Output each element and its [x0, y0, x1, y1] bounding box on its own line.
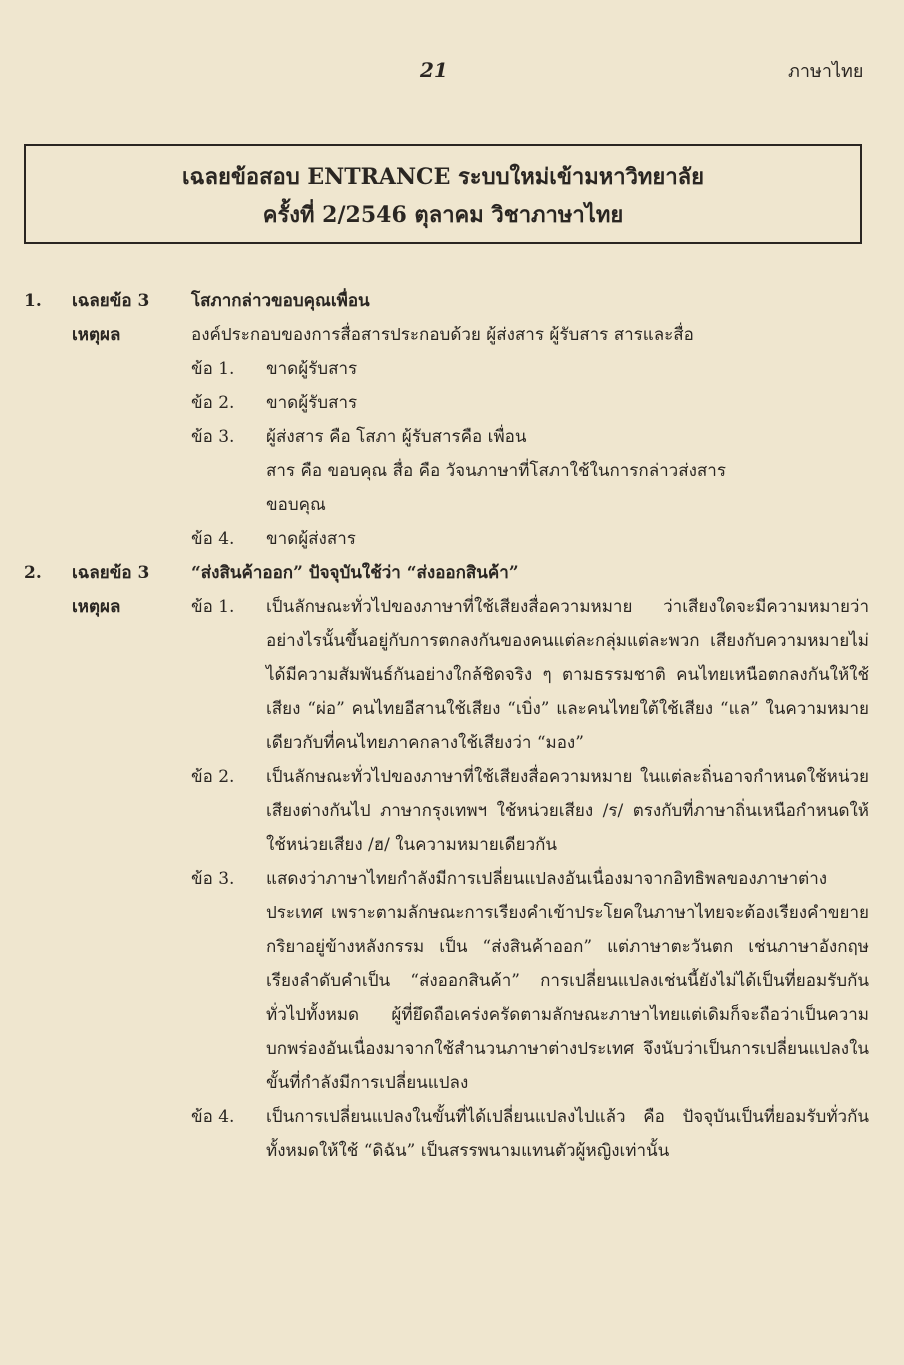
q2-number: 2.: [24, 563, 42, 583]
q1-choice-4-label: ข้อ 4.: [191, 529, 235, 549]
q1-answer-label: เฉลยข้อ 3: [72, 291, 150, 311]
q1-choice-3: [191, 420, 869, 454]
q1-reason-row: [24, 318, 869, 352]
q2-answer-text: “ส่งสินค้าออก” ปัจจุบันใช้ว่า “ส่งออกสินค้า”: [191, 563, 519, 583]
title-line-2: ครั้งที่ 2/2546 ตุลาคม วิชาภาษาไทย: [262, 202, 624, 228]
q1-choice-4-text: ขาดผู้ส่งสาร: [266, 529, 356, 549]
q2-choice-2-text: เป็นลักษณะทั่วไปของภาษาที่ใช้เสียงสื่อความหมาย ในแต่ละถิ่นอาจกำหนดใช้หน่วยเสียงต่างกันไป ภาษากรุงเทพฯ ใช้หน่วยเสียง /ร/ ตรงกับที่ภาษาถิ่นเหนือกำหนดให้ใช้หน่วยเสียง /ฮ/ ในความหมายเดียวกัน: [266, 767, 869, 855]
q1-choice-2-text: ขาดผู้รับสาร: [266, 393, 358, 413]
q1-choice-1-text: ขาดผู้รับสาร: [266, 359, 358, 379]
q2-choice-3-text: แสดงว่าภาษาไทยกำลังมีการเปลี่ยนแปลงอันเนื่องมาจากอิทธิพลของภาษาต่างประเทศ เพราะตามลักษณะการเรียงคำเข้าประโยคในภาษาไทยจะต้องเรียงคำขยายกริยาอยู่ข้างหลังกรรม เป็น “ส่งสินค้าออก” แต่ภาษาตะวันตก เช่นภาษาอังกฤษ เรียงลำดับคำเป็น “ส่งออกสินค้า” การเปลี่ยนแปลงเช่นนี้ยังไม่ได้เป็นที่ยอมรับกันทั่วไปทั้งหมด ผู้ที่ยึดถือเคร่งครัดตามลักษณะภาษาไทยแต่เดิมก็จะถือว่าเป็นความบกพร่องอันเนื่องมาจากใช้สำนวนภาษาต่างประเทศ จึงนับว่าเป็นการเปลี่ยนแปลงในขั้นที่กำลังมีการเปลี่ยนแปลง: [266, 869, 869, 1093]
q1-choice-3-extra-1: สาร คือ ขอบคุณ สื่อ คือ วัจนภาษาที่โสภาใช้ในการกล่าวส่งสาร: [266, 461, 726, 481]
title-line-1: เฉลยข้อสอบ ENTRANCE ระบบใหม่เข้ามหาวิทยาลัย: [181, 164, 705, 190]
q2-choice-4-label: ข้อ 4.: [191, 1107, 235, 1127]
q2-reason-label: เหตุผล: [72, 597, 121, 617]
q2-answer-label: เฉลยข้อ 3: [72, 563, 150, 583]
q1-choice-1-label: ข้อ 1.: [191, 359, 235, 379]
q2-choice-4-text: เป็นการเปลี่ยนแปลงในขั้นที่ได้เปลี่ยนแปลงไปแล้ว คือ ปัจจุบันเป็นที่ยอมรับทั่วกันทั้งหมดให้ใช้ “ดิฉัน” เป็นสรรพนามแทนตัวผู้หญิงเท่านั้น: [266, 1107, 869, 1161]
q1-answer-text: โสภากล่าวขอบคุณเพื่อน: [191, 291, 370, 311]
q1-reason-text: องค์ประกอบของการสื่อสารประกอบด้วย ผู้ส่งสาร ผู้รับสาร สารและสื่อ: [191, 325, 694, 345]
q2-choice-1-text: เป็นลักษณะทั่วไปของภาษาที่ใช้เสียงสื่อความหมาย ว่าเสียงใดจะมีความหมายว่าอย่างไรนั้นขึ้นอยู่กับการตกลงกันของคนแต่ละกลุ่มแต่ละพวก เสียงกับความหมายไม่ได้มีความสัมพันธ์กันอย่างใกล้ชิดจริง ๆ ตามธรรมชาติ คนไทยเหนือตกลงกันให้ใช้เสียง “ผ่อ” คนไทยอีสานใช้เสียง “เบิ่ง” และคนไทยใต้ใช้เสียง “แล” ในความหมายเดียวกับที่คนไทยภาคกลางใช้เสียงว่า “มอง”: [266, 597, 869, 753]
q2-answer-row: [24, 556, 869, 590]
q1-choice-3-text: ผู้ส่งสาร คือ โสภา ผู้รับสารคือ เพื่อน: [266, 427, 527, 447]
page-number: 21: [420, 58, 448, 82]
q1-choice-3-label: ข้อ 3.: [191, 427, 235, 447]
title-box: [24, 144, 862, 244]
q2-choice-1-label: ข้อ 1.: [191, 597, 235, 617]
q1-reason-label: เหตุผล: [72, 325, 121, 345]
q1-choice-2: [191, 386, 869, 420]
running-head: ภาษาไทย: [788, 61, 864, 82]
q2-choice-4: [191, 1100, 869, 1168]
q1-choice-1: [191, 352, 869, 386]
q2-choice-3-label: ข้อ 3.: [191, 869, 235, 889]
q1-answer-row: [24, 284, 869, 318]
q2-choice-3: [191, 862, 869, 1100]
answer-content: [24, 284, 869, 1168]
q1-number: 1.: [24, 291, 42, 311]
q2-choice-1: [191, 590, 869, 760]
q1-choice-4: [191, 522, 869, 556]
q1-choice-2-label: ข้อ 2.: [191, 393, 235, 413]
q1-choice-3-extra-2: ขอบคุณ: [266, 495, 326, 515]
q2-reason-row: [24, 590, 869, 760]
q2-choice-2-label: ข้อ 2.: [191, 767, 235, 787]
q2-choice-2: [191, 760, 869, 862]
